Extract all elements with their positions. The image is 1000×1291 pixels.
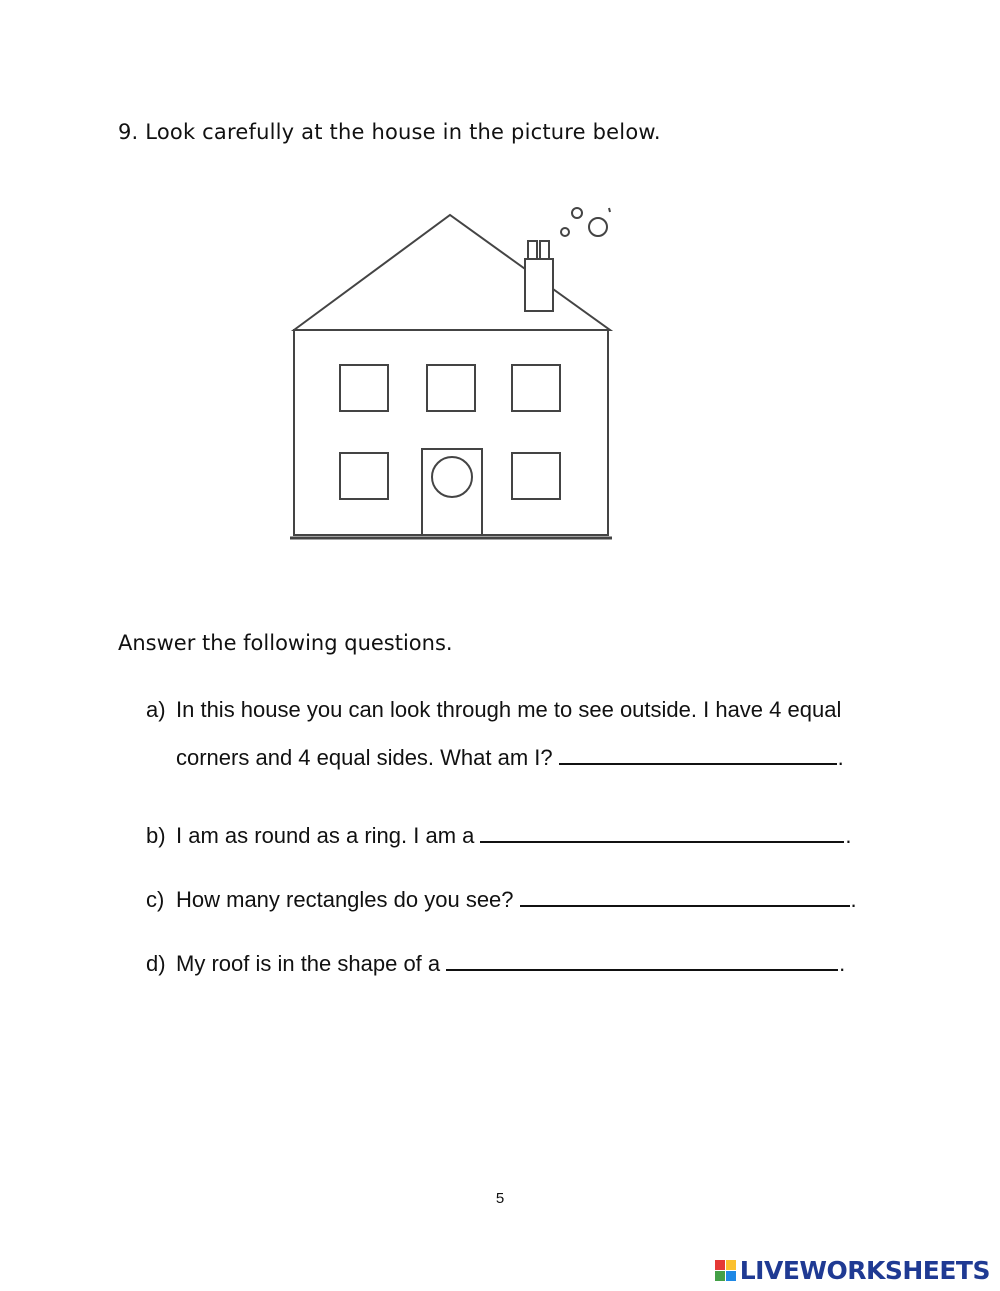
chimney — [525, 259, 553, 311]
question-a-letter: a) — [146, 697, 166, 722]
house-roof — [294, 215, 610, 330]
logo-block-e — [726, 1271, 736, 1281]
question-b — [146, 812, 886, 860]
answer-blank-c[interactable] — [520, 883, 850, 907]
smoke-puff-large — [589, 218, 607, 236]
chimney-pot-right — [540, 241, 549, 259]
question-d-text — [176, 940, 886, 988]
chimney-pot-left — [528, 241, 537, 259]
question-c-text — [176, 876, 886, 924]
question-d-line1: My roof is in the shape of a — [176, 951, 441, 976]
logo-block-i — [726, 1260, 736, 1270]
answer-blank-d[interactable] — [446, 947, 838, 971]
question-c-end: . — [850, 887, 857, 912]
logo-blocks-icon — [715, 1260, 736, 1281]
question-a-end: . — [837, 745, 844, 770]
question-a-line1: In this house you can look through me to see outside. I have 4 equal — [176, 697, 842, 722]
instructions: Answer the following questions. — [118, 631, 453, 655]
question-c-letter: c) — [146, 887, 165, 912]
question-a — [146, 686, 886, 782]
question-d-letter: d) — [146, 951, 166, 976]
logo-block-l — [715, 1260, 725, 1270]
house-wall — [294, 330, 608, 535]
smoke-wisp — [609, 208, 610, 212]
smoke-puff-small — [561, 228, 569, 236]
answer-blank-a[interactable] — [559, 741, 837, 765]
question-b-line1: I am as round as a ring. I am a — [176, 823, 475, 848]
question-a-line2: corners and 4 equal sides. What am I? — [176, 745, 553, 770]
question-b-end: . — [845, 823, 852, 848]
answer-blank-b[interactable] — [480, 819, 844, 843]
question-d-end: . — [839, 951, 846, 976]
smoke-puff-medium — [572, 208, 582, 218]
page-number: 5 — [495, 1190, 505, 1207]
question-title: 9. Look carefully at the house in the picture below. — [118, 120, 661, 144]
logo-block-v — [715, 1271, 725, 1281]
question-a-text — [176, 686, 886, 782]
question-c-line1: How many rectangles do you see? — [176, 887, 514, 912]
house-figure — [280, 195, 630, 550]
question-c — [146, 876, 886, 924]
question-d — [146, 940, 886, 988]
logo-text: LIVEWORKSHEETS — [739, 1255, 990, 1285]
question-a-line2-wrap — [176, 734, 886, 782]
house-icon — [290, 208, 612, 538]
question-b-letter: b) — [146, 823, 166, 848]
liveworksheets-logo — [715, 1254, 990, 1286]
question-b-text — [176, 812, 886, 860]
